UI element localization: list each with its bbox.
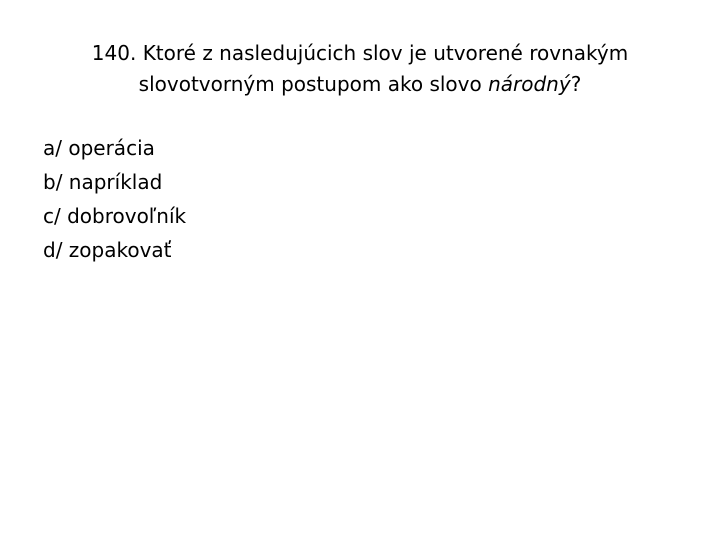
question-number: 140. <box>91 41 137 65</box>
question-text <box>0 38 720 100</box>
option-a: a/ operácia <box>43 136 155 160</box>
question-line-1: Ktoré z nasledujúcich slov je utvorené rovnakým <box>142 41 629 65</box>
option-b: b/ napríklad <box>43 170 163 194</box>
answer-options <box>43 131 186 267</box>
option-c: c/ dobrovoľník <box>43 204 187 228</box>
question-line-2: slovotvorným postupom ako slovo <box>138 72 482 96</box>
question-mark: ? <box>570 72 582 96</box>
option-d: d/ zopakovať <box>43 238 172 262</box>
target-word: národný <box>488 72 571 96</box>
